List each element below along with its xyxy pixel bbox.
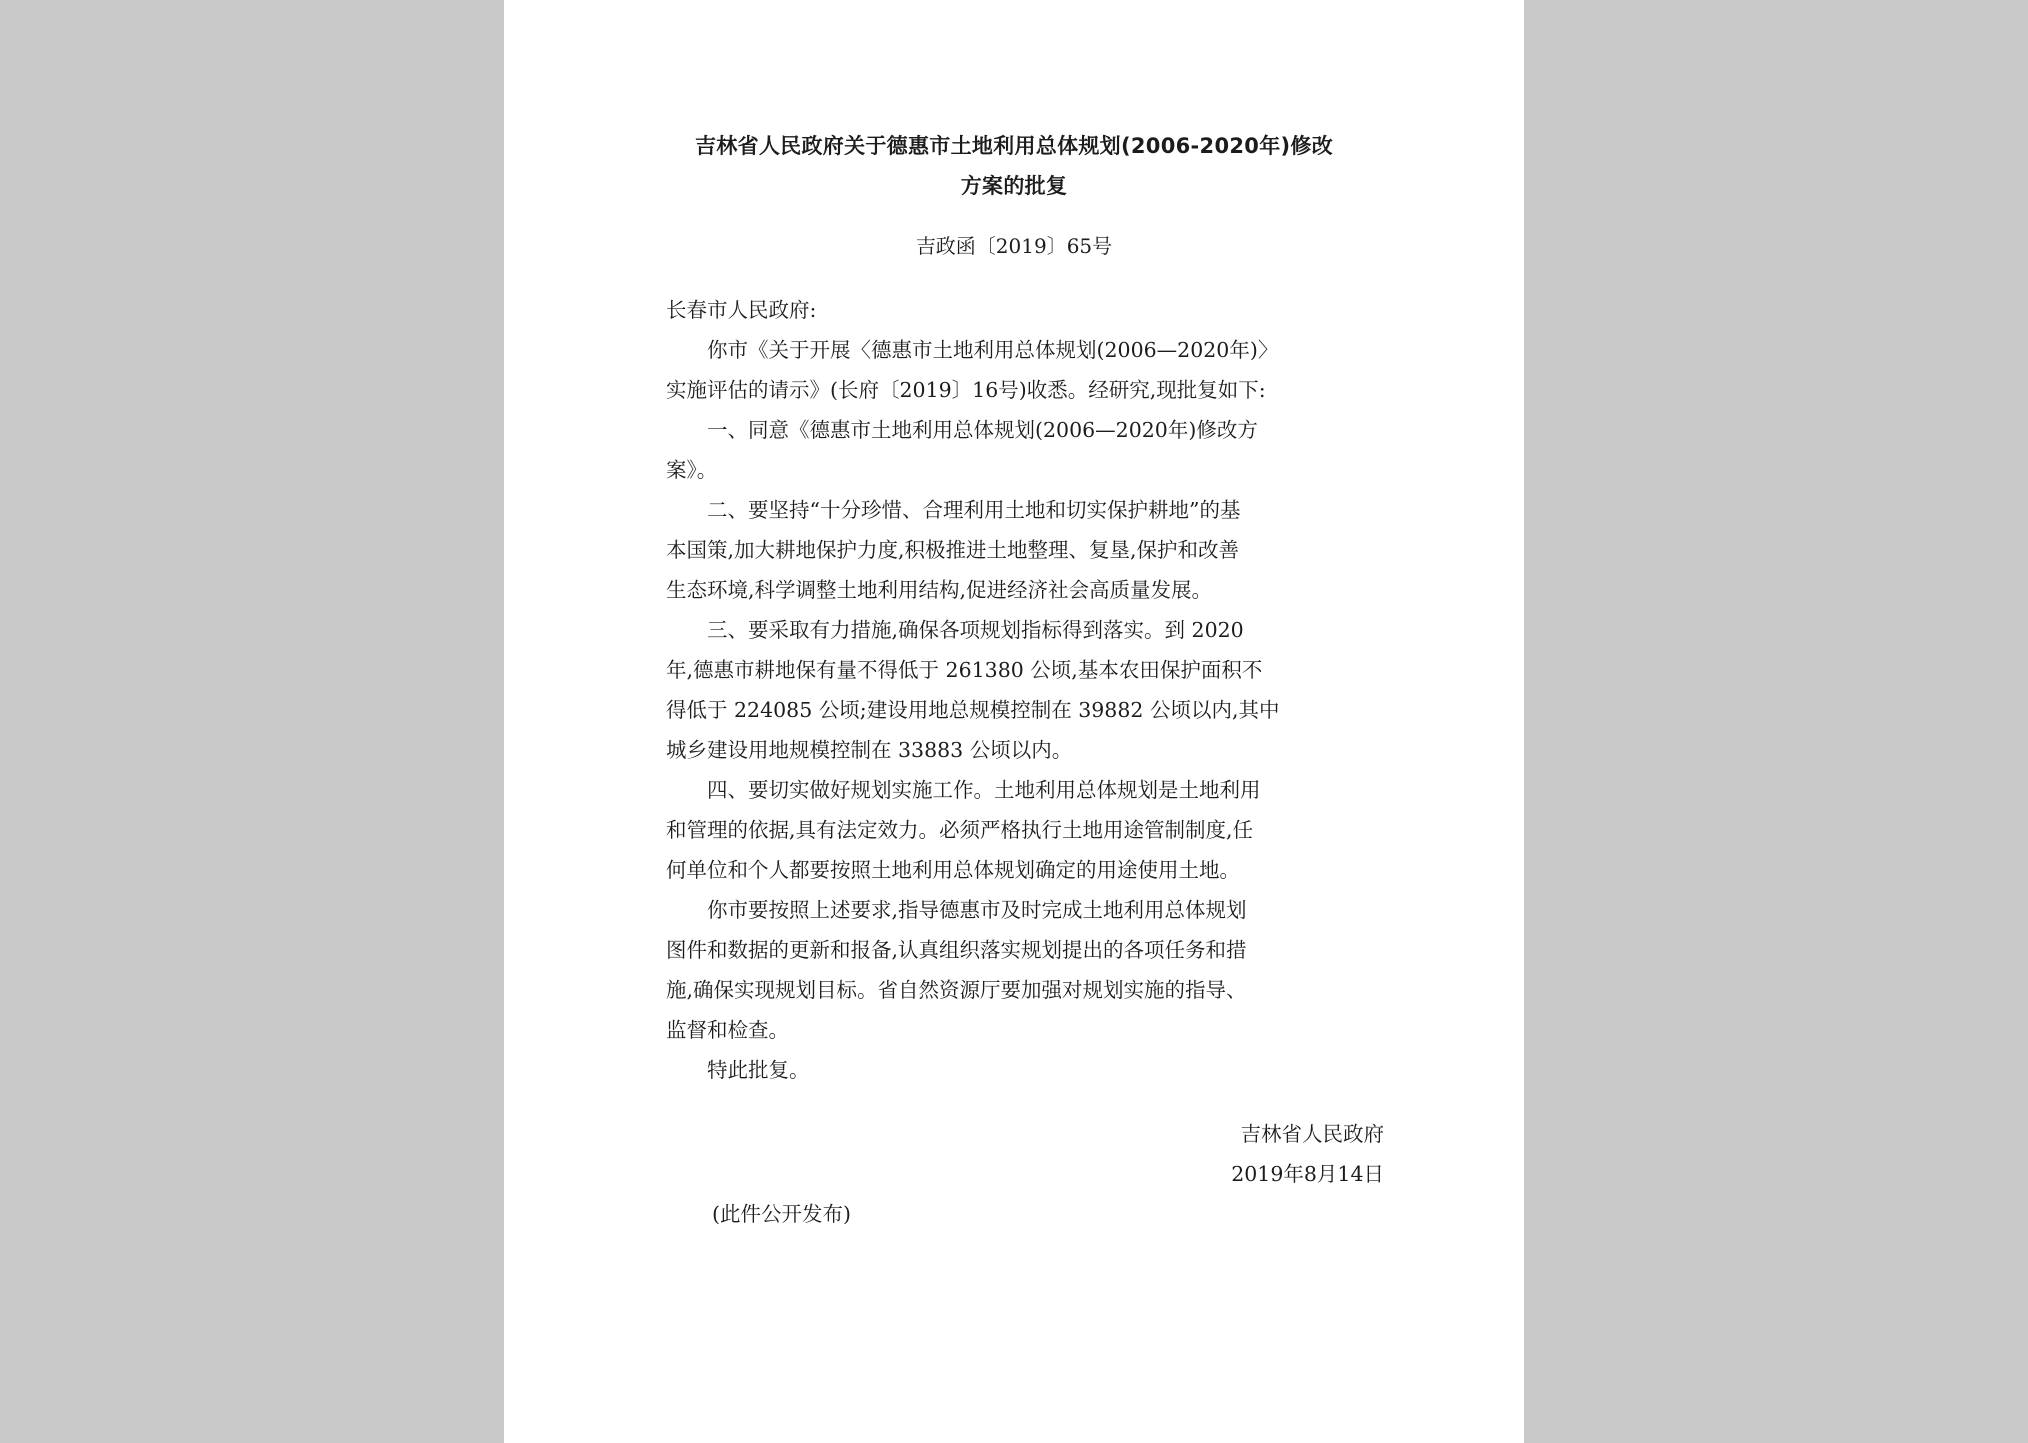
body-line: 何单位和个人都要按照土地利用总体规划确定的用途使用土地。	[666, 858, 1240, 882]
body-line: 一、同意《德惠市土地利用总体规划(2006—2020年)修改方	[666, 418, 1258, 442]
body-line: 年,德惠市耕地保有量不得低于 261380 公顷,基本农田保护面积不	[666, 658, 1263, 682]
signature-organization: 吉林省人民政府	[1240, 1122, 1384, 1146]
body-line: 得低于 224085 公顷;建设用地总规模控制在 39882 公顷以内,其中	[666, 698, 1280, 722]
document-title-line-1: 吉林省人民政府关于德惠市土地利用总体规划(2006-2020年)修改	[694, 134, 1333, 158]
body-line: 你市要按照上述要求,指导德惠市及时完成土地利用总体规划	[666, 898, 1247, 922]
closing-line: 特此批复。	[666, 1058, 810, 1082]
addressee: 长春市人民政府:	[666, 298, 817, 322]
body-line: 实施评估的请示》(长府〔2019〕16号)收悉。经研究,现批复如下:	[666, 378, 1266, 402]
body-line: 二、要坚持“十分珍惜、合理利用土地和切实保护耕地”的基	[666, 498, 1241, 522]
document-page	[504, 0, 1524, 1443]
body-line: 施,确保实现规划目标。省自然资源厅要加强对规划实施的指导、	[666, 978, 1247, 1002]
body-line: 三、要采取有力措施,确保各项规划指标得到落实。到 2020	[666, 618, 1244, 642]
body-line: 本国策,加大耕地保护力度,积极推进土地整理、复垦,保护和改善	[666, 538, 1240, 562]
body-line: 图件和数据的更新和报备,认真组织落实规划提出的各项任务和措	[666, 938, 1247, 962]
body-line: 生态环境,科学调整土地利用结构,促进经济社会高质量发展。	[666, 578, 1213, 602]
body-line: 你市《关于开展〈德惠市土地利用总体规划(2006—2020年)〉	[666, 338, 1279, 362]
publication-note: (此件公开发布)	[712, 1202, 851, 1226]
body-line: 和管理的依据,具有法定效力。必须严格执行土地用途管制制度,任	[666, 818, 1254, 842]
body-line: 案》。	[666, 458, 718, 482]
signature-date: 2019年8月14日	[1231, 1162, 1384, 1186]
body-line: 监督和检查。	[666, 1018, 789, 1042]
document-number: 吉政函〔2019〕65号	[915, 234, 1113, 258]
document-title-line-2: 方案的批复	[960, 174, 1068, 198]
body-line: 城乡建设用地规模控制在 33883 公顷以内。	[666, 738, 1073, 762]
body-line: 四、要切实做好规划实施工作。土地利用总体规划是土地利用	[666, 778, 1261, 802]
